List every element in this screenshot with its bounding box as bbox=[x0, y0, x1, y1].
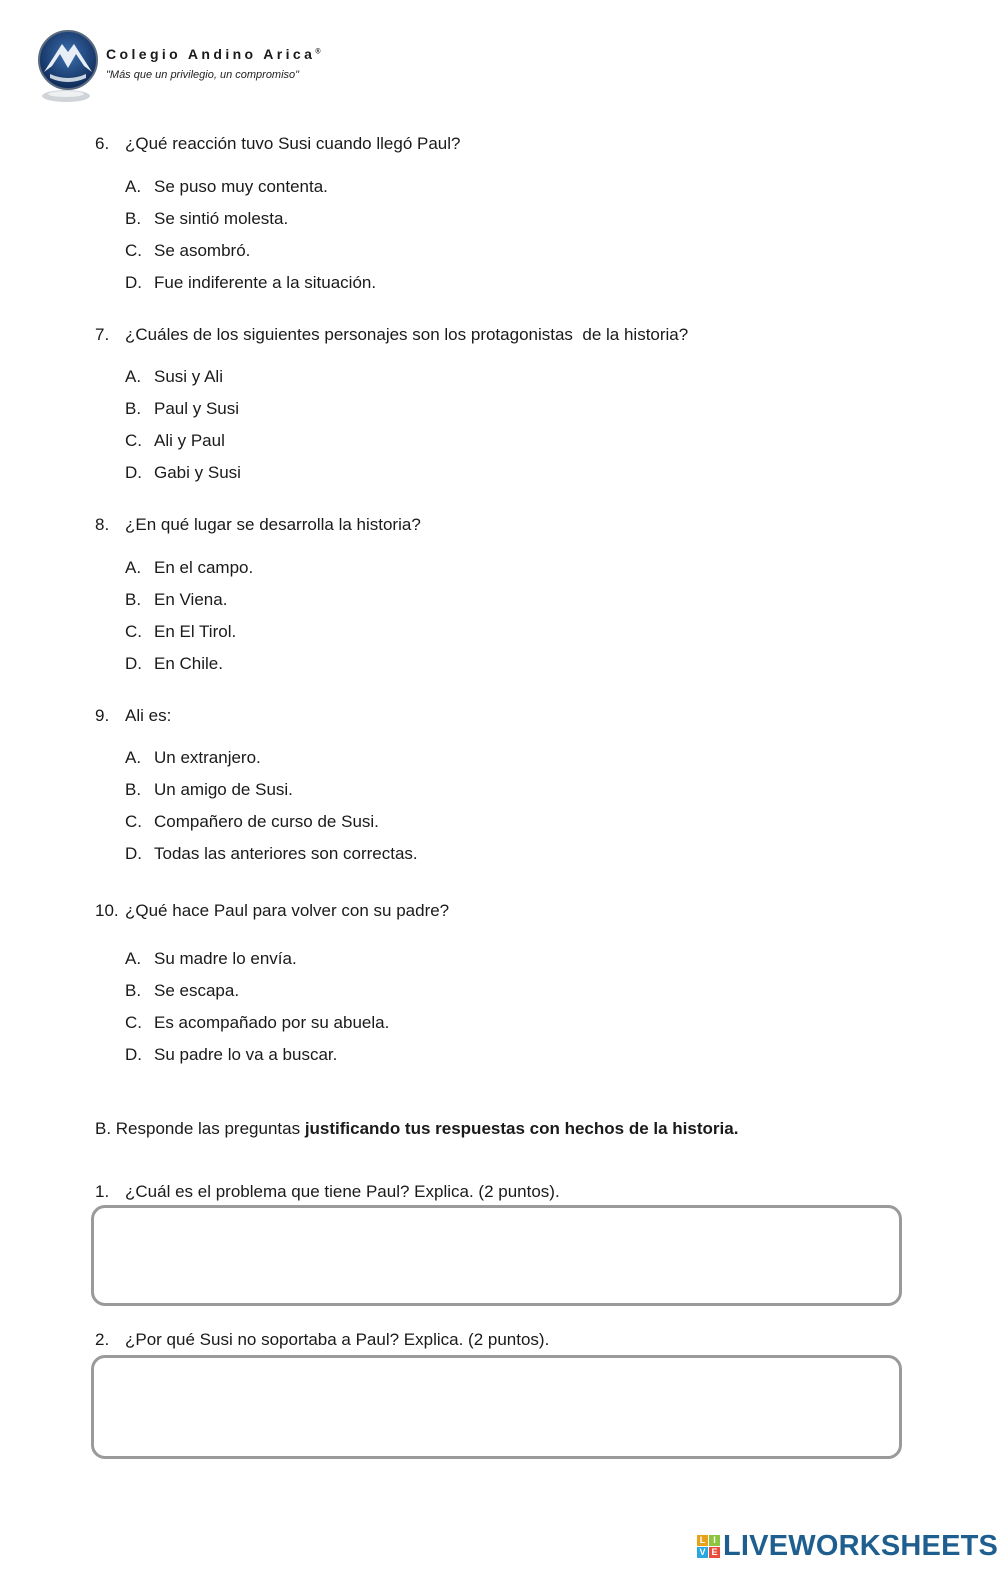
option-d[interactable]: D. En Chile. bbox=[125, 654, 223, 673]
option-b[interactable]: B. Se sintió molesta. bbox=[125, 209, 289, 228]
question-7 bbox=[95, 325, 915, 482]
school-header bbox=[32, 30, 372, 110]
question-number: 10. bbox=[95, 901, 119, 920]
option-d[interactable]: D. Todas las anteriores son correctas. bbox=[125, 844, 418, 863]
question-number: 9. bbox=[95, 706, 110, 725]
option-c[interactable]: C. Se asombró. bbox=[125, 241, 251, 260]
question-number: 6. bbox=[95, 134, 110, 153]
icon-cell: E bbox=[709, 1547, 720, 1558]
question-text: ¿Qué reacción tuvo Susi cuando llegó Paul? bbox=[125, 134, 461, 153]
question-stem bbox=[95, 901, 915, 921]
option-b[interactable]: B. Un amigo de Susi. bbox=[125, 780, 293, 799]
option-a[interactable]: A. Un extranjero. bbox=[125, 748, 261, 767]
option-d[interactable]: D. Fue indiferente a la situación. bbox=[125, 273, 377, 292]
question-number: 8. bbox=[95, 515, 110, 534]
option-c[interactable]: C. Es acompañado por su abuela. bbox=[125, 1013, 390, 1032]
open-question-1: 1. ¿Cuál es el problema que tiene Paul? Explica. (2 puntos). bbox=[95, 1182, 560, 1201]
section-b-instructions: B. Responde las preguntas justificando tus respuestas con hechos de la historia. bbox=[95, 1119, 739, 1138]
option-a[interactable]: A. Susi y Ali bbox=[125, 367, 223, 386]
question-stem bbox=[95, 134, 915, 154]
question-9 bbox=[95, 706, 915, 863]
question-text: ¿Cuáles de los siguientes personajes son los protagonistas de la historia? bbox=[125, 325, 689, 344]
question-6 bbox=[95, 134, 915, 292]
question-number: 7. bbox=[95, 325, 110, 344]
option-a[interactable]: A. Su madre lo envía. bbox=[125, 949, 297, 968]
option-d[interactable]: D. Su padre lo va a buscar. bbox=[125, 1045, 338, 1064]
option-a[interactable]: A. Se puso muy contenta. bbox=[125, 177, 328, 196]
liveworksheets-logo bbox=[697, 1527, 998, 1565]
liveworksheets-text: LIVEWORKSHEETS bbox=[723, 1529, 999, 1562]
answer-box-1[interactable] bbox=[91, 1205, 902, 1306]
question-stem bbox=[95, 325, 915, 345]
option-c[interactable]: C. Compañero de curso de Susi. bbox=[125, 812, 379, 831]
option-c[interactable]: C. Ali y Paul bbox=[125, 431, 225, 450]
question-text: ¿Qué hace Paul para volver con su padre? bbox=[125, 901, 450, 920]
question-stem bbox=[95, 706, 915, 726]
question-text: ¿En qué lugar se desarrolla la historia? bbox=[125, 515, 421, 534]
liveworksheets-icon bbox=[697, 1535, 720, 1558]
option-b[interactable]: B. En Viena. bbox=[125, 590, 228, 609]
answer-box-2[interactable] bbox=[91, 1355, 902, 1459]
icon-cell: V bbox=[697, 1547, 708, 1558]
option-b[interactable]: B. Paul y Susi bbox=[125, 399, 240, 418]
icon-cell: I bbox=[709, 1535, 720, 1546]
option-a[interactable]: A. En el campo. bbox=[125, 558, 254, 577]
school-logo-icon bbox=[32, 30, 104, 108]
question-10 bbox=[95, 901, 915, 1064]
question-text: Ali es: bbox=[125, 706, 172, 725]
school-name: Colegio Andino Arica® bbox=[106, 46, 321, 62]
icon-cell: L bbox=[697, 1535, 708, 1546]
option-c[interactable]: C. En El Tirol. bbox=[125, 622, 237, 641]
question-8 bbox=[95, 515, 915, 673]
option-b[interactable]: B. Se escapa. bbox=[125, 981, 240, 1000]
question-stem bbox=[95, 515, 915, 535]
school-motto: "Más que un privilegio, un compromiso" bbox=[106, 69, 300, 81]
option-d[interactable]: D. Gabi y Susi bbox=[125, 463, 241, 482]
open-question-2: 2. ¿Por qué Susi no soportaba a Paul? Explica. (2 puntos). bbox=[95, 1330, 550, 1349]
